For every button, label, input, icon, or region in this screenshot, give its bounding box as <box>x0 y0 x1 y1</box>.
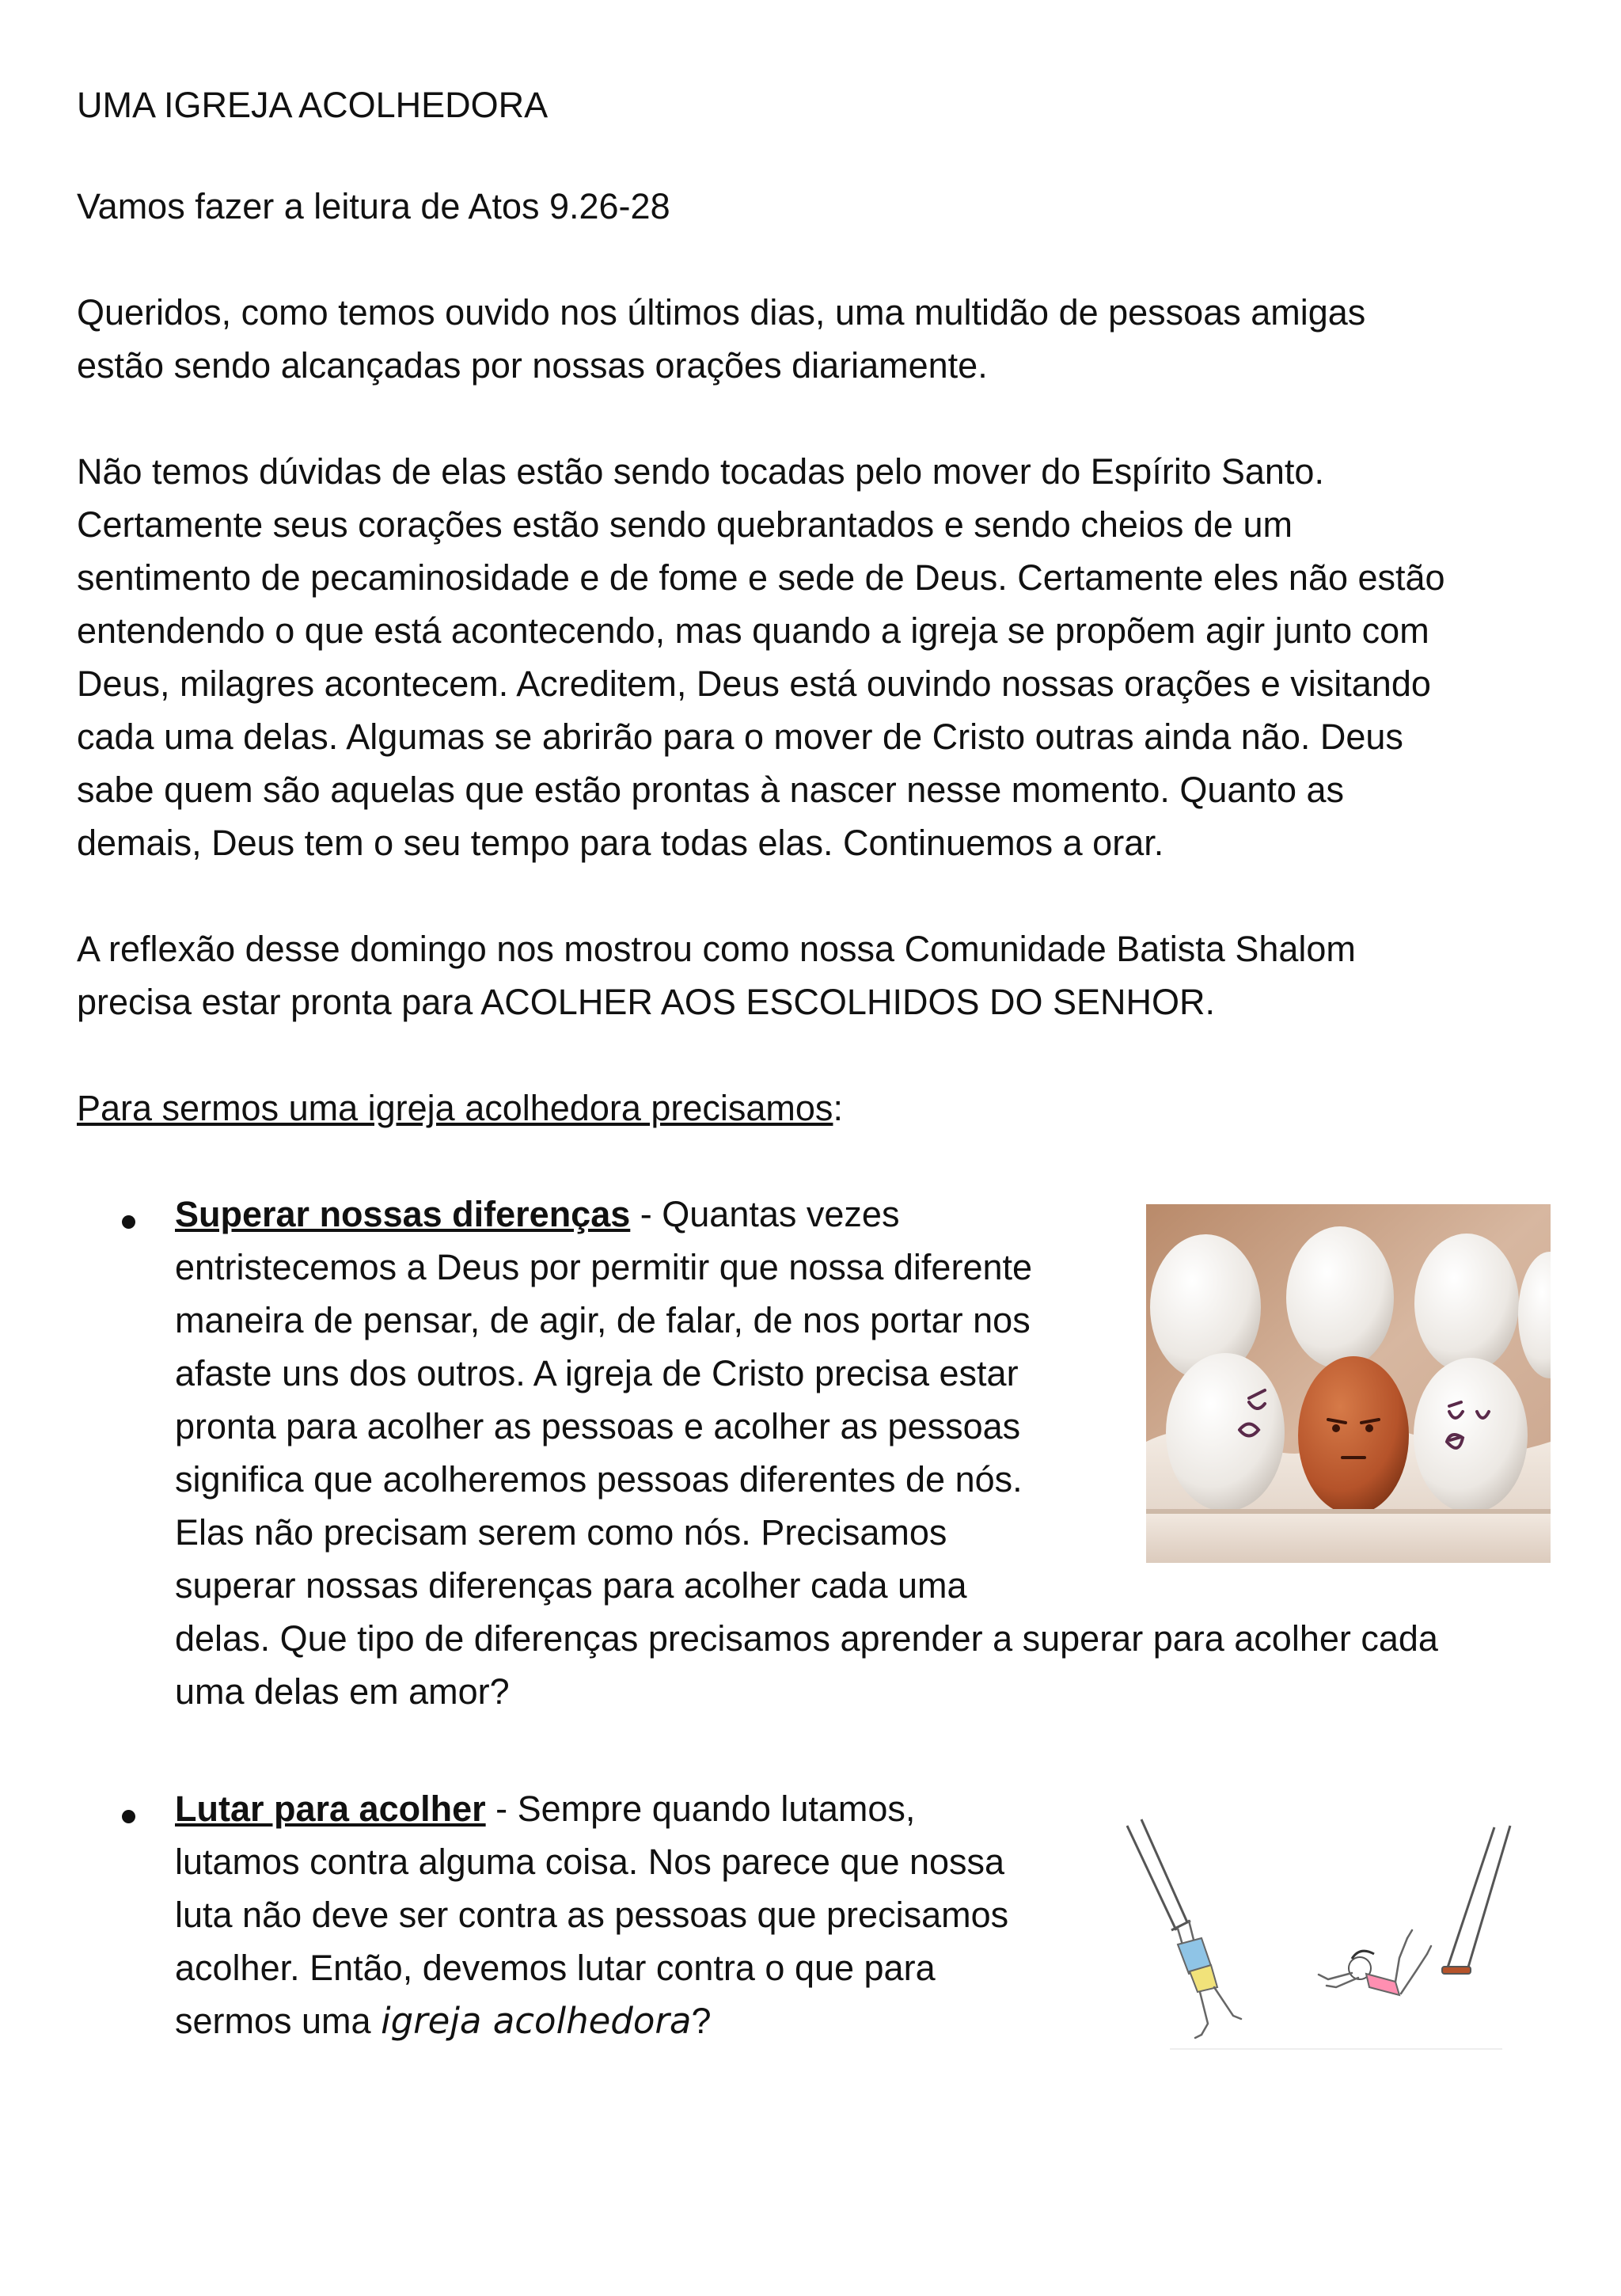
bullet-2-heading: Lutar para acolher <box>175 1789 486 1829</box>
paragraph-3-line: A reflexão desse domingo nos mostrou como nossa Comunidade Batista Shalom <box>77 929 1356 969</box>
paragraph-2-line: entendendo o que está acontecendo, mas quando a igreja se propõem agir junto com <box>77 610 1429 651</box>
paragraph-1-line: Queridos, como temos ouvido nos últimos dias, uma multidão de pessoas amigas <box>77 292 1366 333</box>
list-intro-colon: : <box>833 1088 843 1128</box>
paragraph-1-line: estão sendo alcançadas por nossas orações diariamente. <box>77 345 988 386</box>
list-intro <box>77 1081 843 1135</box>
bullet-1-line: pronta para acolher as pessoas e acolher as pessoas <box>175 1406 1021 1446</box>
bullet-2-last-line-start: sermos uma <box>175 2001 382 2041</box>
paragraph-2-line: cada uma delas. Algumas se abrirão para o mover de Cristo outras ainda não. Deus <box>77 717 1403 757</box>
bullet-2-first-line-rest: - Sempre quando lutamos, <box>485 1789 916 1829</box>
bullet-1-line: entristecemos a Deus por permitir que nossa diferente <box>175 1247 1033 1287</box>
paragraph-2-line: Certamente seus corações estão sendo quebrantados e sendo cheios de um <box>77 504 1293 545</box>
bullet-1-line: afaste uns dos outros. A igreja de Cristo precisa estar <box>175 1353 1019 1393</box>
bullet-2-line: luta não deve ser contra as pessoas que precisamos <box>175 1895 1009 1935</box>
bullet-1-heading: Superar nossas diferenças <box>175 1194 631 1234</box>
bullet-1-line: superar nossas diferenças para acolher cada uma <box>175 1565 967 1606</box>
eggs-image <box>1146 1204 1551 1563</box>
bullet-1-first-line <box>175 1188 899 1241</box>
paragraph-3-line: precisa estar pronta para ACOLHER AOS ESCOLHIDOS DO SENHOR. <box>77 982 1216 1022</box>
bullet-1-line: delas. Que tipo de diferenças precisamos aprender a superar para acolher cada <box>175 1618 1438 1659</box>
bullet-1-line: Elas não precisam serem como nós. Precisamos <box>175 1512 947 1553</box>
bullet-2-line: acolher. Então, devemos lutar contra o que para <box>175 1948 936 1988</box>
paragraph-2-line: demais, Deus tem o seu tempo para todas elas. Continuemos a orar. <box>77 823 1164 863</box>
bullet-2-last-line-end: ? <box>691 2001 712 2041</box>
reading-paragraph: Vamos fazer a leitura de Atos 9.26-28 <box>77 186 670 226</box>
bullet-dot <box>122 1215 135 1229</box>
document-title: UMA IGREJA ACOLHEDORA <box>77 85 549 125</box>
paragraph-2-line: sabe quem são aquelas que estão prontas à nascer nesse momento. Quanto as <box>77 770 1345 810</box>
list-intro-underlined: Para sermos uma igreja acolhedora precisamos <box>77 1088 833 1128</box>
bullet-1-line: uma delas em amor? <box>175 1671 510 1712</box>
bullet-1-line: maneira de pensar, de agir, de falar, de nos portar nos <box>175 1300 1031 1340</box>
trapeze-illustration <box>1122 1811 1534 2058</box>
bullet-2-last-line <box>175 1994 711 2047</box>
paragraph-2-line: Deus, milagres acontecem. Acreditem, Deus está ouvindo nossas orações e visitando <box>77 663 1431 704</box>
bullet-2-line: lutamos contra alguma coisa. Nos parece que nossa <box>175 1842 1005 1882</box>
paragraph-2-line: sentimento de pecaminosidade e de fome e sede de Deus. Certamente eles não estão <box>77 557 1445 598</box>
bullet-dot <box>122 1810 135 1823</box>
bullet-2-handwritten-phrase: igreja acolhedora <box>381 2000 692 2042</box>
bullet-1-first-line-rest: - Quantas vezes <box>630 1194 900 1234</box>
bullet-2-first-line <box>175 1782 915 1835</box>
paragraph-2-line: Não temos dúvidas de elas estão sendo tocadas pelo mover do Espírito Santo. <box>77 451 1324 492</box>
bullet-1-line: significa que acolheremos pessoas diferentes de nós. <box>175 1459 1023 1500</box>
